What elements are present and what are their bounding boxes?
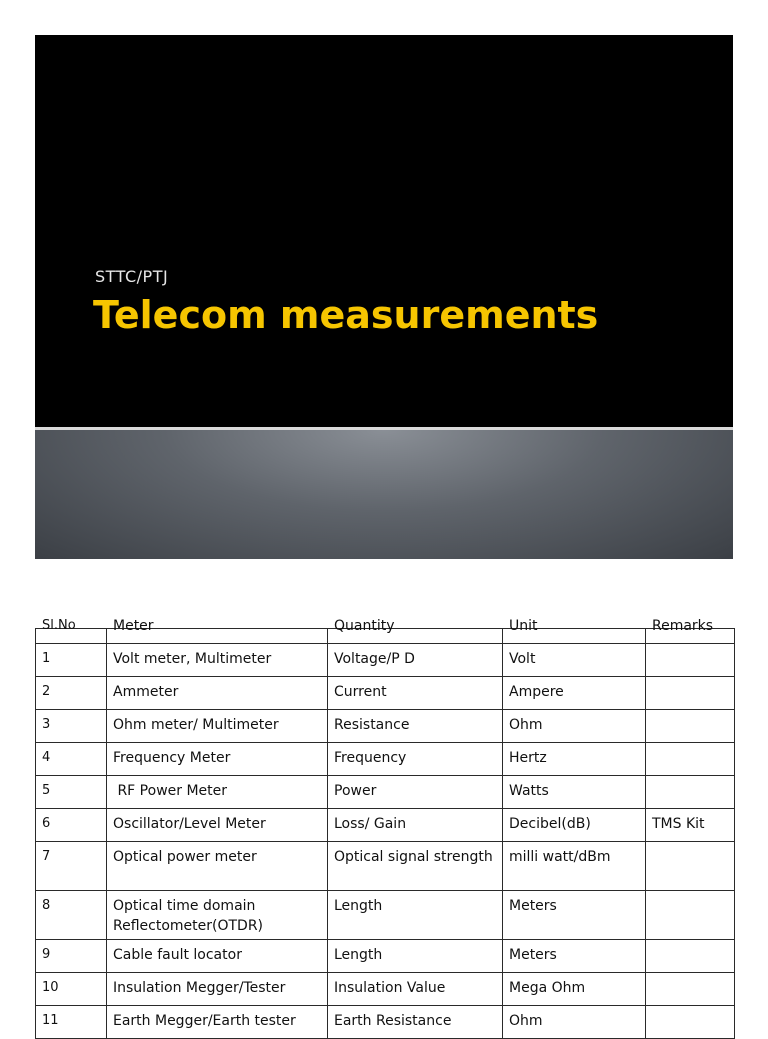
cell-quantity: Loss/ Gain [328, 809, 503, 842]
cell-slno: 1 [36, 644, 107, 677]
cell-slno: 5 [36, 776, 107, 809]
cell-unit: Ohm [503, 710, 646, 743]
table-row [36, 940, 735, 973]
header-cell-meter: Meter [107, 629, 328, 644]
table-row [36, 1006, 735, 1039]
slide-subtitle: STTC/PTJ [95, 267, 169, 286]
cell-meter: Optical time domain Reflectometer(OTDR) [107, 891, 328, 940]
cell-remarks [646, 842, 735, 891]
cell-slno: 11 [36, 1006, 107, 1039]
table-row [36, 973, 735, 1006]
cell-slno: 7 [36, 842, 107, 891]
cell-meter: Ammeter [107, 677, 328, 710]
cell-meter: Volt meter, Multimeter [107, 644, 328, 677]
cell-meter: Frequency Meter [107, 743, 328, 776]
cell-remarks [646, 644, 735, 677]
cell-unit: Watts [503, 776, 646, 809]
cell-unit: milli watt/dBm [503, 842, 646, 891]
table-row [36, 743, 735, 776]
cell-quantity: Frequency [328, 743, 503, 776]
slide-bottom-panel [35, 430, 733, 559]
cell-slno: 4 [36, 743, 107, 776]
cell-meter: Insulation Megger/Tester [107, 973, 328, 1006]
cell-remarks: TMS Kit [646, 809, 735, 842]
cell-slno: 10 [36, 973, 107, 1006]
cell-quantity: Power [328, 776, 503, 809]
slide-title: Telecom measurements [93, 293, 599, 337]
slide-top-panel [35, 35, 733, 427]
cell-quantity: Length [328, 940, 503, 973]
table-header-row [36, 629, 735, 644]
table-row [36, 809, 735, 842]
cell-quantity: Earth Resistance [328, 1006, 503, 1039]
table-row [36, 644, 735, 677]
cell-remarks [646, 973, 735, 1006]
table-row [36, 776, 735, 809]
header-cell-quantity: Quantity [328, 629, 503, 644]
cell-meter: Earth Megger/Earth tester [107, 1006, 328, 1039]
cell-quantity: Length [328, 891, 503, 940]
table-row [36, 710, 735, 743]
cell-remarks [646, 677, 735, 710]
header-cell-remarks: Remarks [646, 629, 735, 644]
title-slide [35, 35, 733, 559]
cell-meter: Optical power meter [107, 842, 328, 891]
cell-quantity: Voltage/P D [328, 644, 503, 677]
cell-unit: Ohm [503, 1006, 646, 1039]
cell-remarks [646, 940, 735, 973]
cell-unit: Meters [503, 891, 646, 940]
header-cell-unit: Unit [503, 629, 646, 644]
cell-slno: 9 [36, 940, 107, 973]
cell-remarks [646, 710, 735, 743]
cell-unit: Volt [503, 644, 646, 677]
cell-quantity: Optical signal strength [328, 842, 503, 891]
cell-remarks [646, 891, 735, 940]
header-cell-slno: Sl.No [36, 629, 107, 644]
cell-unit: Meters [503, 940, 646, 973]
cell-slno: 8 [36, 891, 107, 940]
cell-remarks [646, 743, 735, 776]
cell-quantity: Current [328, 677, 503, 710]
cell-unit: Mega Ohm [503, 973, 646, 1006]
cell-meter: Cable fault locator [107, 940, 328, 973]
cell-unit: Ampere [503, 677, 646, 710]
cell-slno: 3 [36, 710, 107, 743]
cell-unit: Hertz [503, 743, 646, 776]
cell-unit: Decibel(dB) [503, 809, 646, 842]
cell-slno: 2 [36, 677, 107, 710]
table-row [36, 677, 735, 710]
cell-meter: Oscillator/Level Meter [107, 809, 328, 842]
measurement-table [35, 618, 735, 1039]
cell-remarks [646, 1006, 735, 1039]
measurement-table-container [35, 618, 733, 1029]
cell-meter: Ohm meter/ Multimeter [107, 710, 328, 743]
cell-quantity: Resistance [328, 710, 503, 743]
cell-remarks [646, 776, 735, 809]
table-row [36, 891, 735, 940]
table-row [36, 842, 735, 891]
cell-slno: 6 [36, 809, 107, 842]
cell-quantity: Insulation Value [328, 973, 503, 1006]
cell-meter: RF Power Meter [107, 776, 328, 809]
